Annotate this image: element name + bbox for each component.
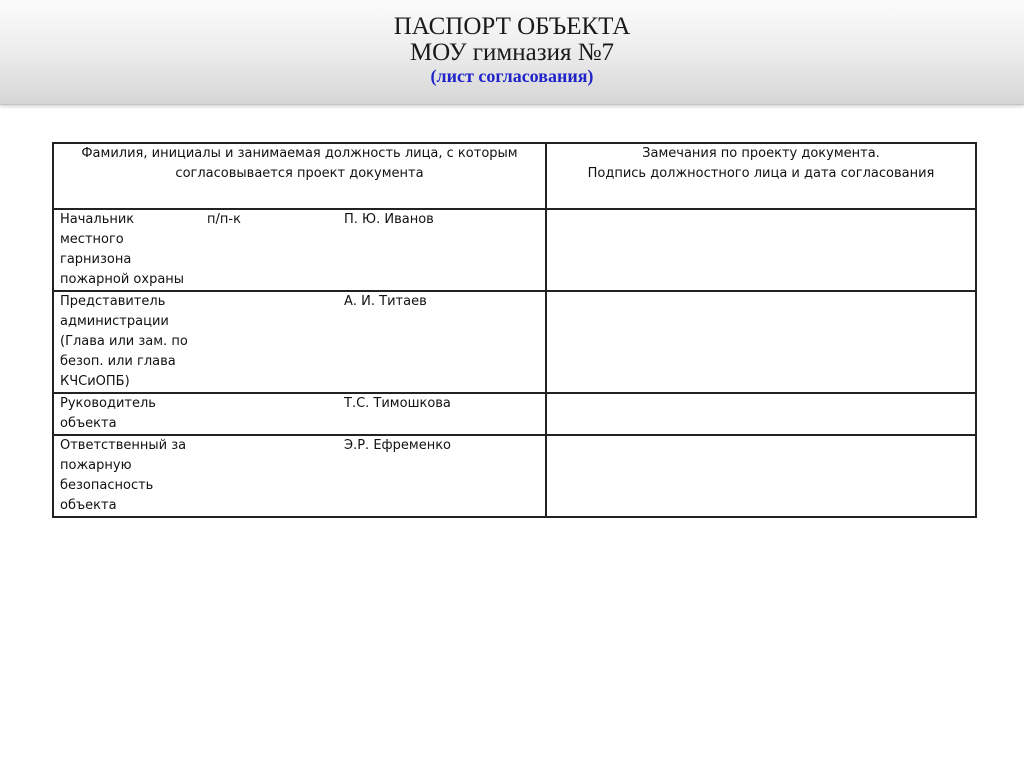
person-name: П. Ю. Иванов (344, 212, 434, 227)
column-header-remarks-line1: Замечания по проекту документа. (642, 146, 880, 161)
position-text: Руководитель объекта (60, 396, 156, 431)
person-cell (53, 291, 546, 393)
person-name: А. И. Титаев (344, 294, 427, 309)
person-name: Т.С. Тимошкова (344, 396, 451, 411)
person-cell (53, 393, 546, 435)
rank-text: п/п-к (207, 212, 241, 227)
table-header-row (53, 143, 976, 209)
column-header-person: Фамилия, инициалы и занимаемая должность лица, с которым согласовывается проект документа (53, 143, 546, 209)
position-text: Представитель администрации (Глава или зам. по безоп. или глава КЧСиОПБ) (60, 294, 188, 389)
column-header-remarks (546, 143, 976, 209)
remarks-cell (546, 435, 976, 517)
remarks-cell (546, 291, 976, 393)
table-row (53, 291, 976, 393)
table-row (53, 209, 976, 291)
person-name: Э.Р. Ефременко (344, 438, 452, 453)
page-title-school: МОУ гимназия №7 (409, 39, 615, 66)
person-cell (53, 209, 546, 291)
page-title: ПАСПОРТ ОБЪЕКТА (393, 13, 631, 40)
remarks-cell (546, 209, 976, 291)
page-subtitle: (лист согласования) (430, 66, 594, 86)
position-text: Ответственный за пожарную безопасность объекта (60, 438, 187, 513)
header-banner (0, 0, 1024, 105)
remarks-cell (546, 393, 976, 435)
column-header-remarks-line2: Подпись должностного лица и дата согласования (587, 166, 935, 181)
table-row (53, 435, 976, 517)
approval-table (52, 142, 977, 518)
table-row (53, 393, 976, 435)
position-text: Начальник местного гарнизона пожарной охраны (60, 212, 185, 287)
person-cell (53, 435, 546, 517)
